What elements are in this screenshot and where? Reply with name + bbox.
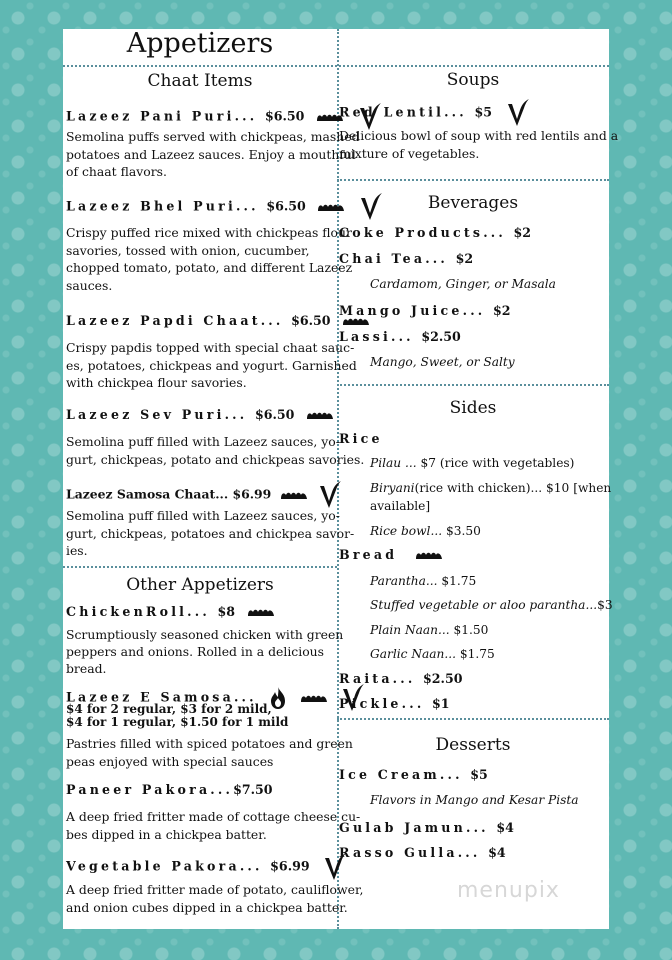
divider [63, 65, 609, 67]
bread-icon [280, 491, 308, 500]
item-description: A deep fried fritter made of potato, cauliflower, and onion cubes dipped in a chickpea batter. [66, 882, 364, 915]
item-description: Crispy puffed rice mixed with chickpeas flour savories, tossed with onion, cucumber, chopped tomato, potato, and different Lazeez sauces. [66, 225, 353, 293]
menu-item-red-lentil [339, 98, 530, 128]
item-name: Lazeez E Samosa... [66, 689, 257, 705]
bread-subheading: Bread [339, 547, 443, 562]
item-name: Coke Products... [339, 225, 506, 240]
item-note: Cardamom, Ginger, or Masala [370, 277, 556, 291]
menu-item-rice-bowl: Rice bowl... $3.50 [370, 524, 481, 538]
menu-item-coke [339, 225, 531, 240]
menu-item-chicken-roll [66, 604, 275, 619]
divider [337, 718, 609, 720]
menu-item-garlic-naan: Garlic Naan... $1.75 [370, 647, 495, 661]
item-description: A deep fried fritter made of cottage cheese cu- bes dipped in a chickpea batter. [66, 809, 361, 842]
desserts-heading: Desserts [435, 735, 511, 755]
item-name: Lazeez Samosa Chaat... [66, 486, 229, 502]
leaf-icon [316, 480, 342, 510]
menu-item-rasso-gulla: Rasso Gulla... $4 [339, 845, 506, 860]
menu-item-stuffed-parantha: Stuffed vegetable or aloo parantha...$3 [370, 598, 613, 612]
menu-item-papdi-chaat [66, 313, 370, 328]
menu-item-parantha: Parantha... $1.75 [370, 574, 477, 588]
item-price: $2 [455, 251, 474, 266]
menu-item-paneer-pakora [66, 782, 273, 797]
item-price: $7.50 [233, 782, 273, 797]
menu-item-gulab-jamun: Gulab Jamun... $4 [339, 820, 514, 835]
item-name: Lazeez Pani Puri... [66, 108, 258, 124]
item-price: $6.50 [264, 108, 305, 124]
menu-item-bhel-puri [66, 192, 383, 222]
item-price: $4 for 2 regular, $3 for 2 mild, $4 for 1 regular, $1.50 for 1 mild [66, 702, 289, 729]
menu-item-raita: Raita... $2.50 [339, 671, 463, 686]
menu-item-ice-cream: Ice Cream... $5 [339, 767, 488, 782]
item-name: Chai Tea... [339, 251, 448, 266]
item-name: ChickenRoll... [66, 604, 210, 619]
watermark: menupix [457, 878, 560, 903]
item-name: Lazeez Sev Puri... [66, 407, 248, 422]
item-price: $2 [492, 303, 511, 318]
item-name: Vegetable Pakora... [66, 858, 263, 874]
leaf-icon [504, 98, 530, 128]
item-price: $6.99 [232, 486, 272, 502]
bread-icon [300, 694, 328, 703]
item-price: $6.99 [270, 858, 310, 874]
menu-item-lassi [339, 329, 461, 344]
menu-item-vegetable-pakora [66, 852, 347, 882]
divider [63, 566, 337, 568]
item-description: Semolina puff filled with Lazeez sauces, yo- gurt, chickpeas, potatoes and chickpea savor- ies. [66, 508, 355, 558]
menu-item-pickle: Pickle... $1 [339, 696, 450, 711]
item-description: Scrumptiously seasoned chicken with green peppers and onions. Rolled in a delicious bread. [66, 627, 344, 676]
item-price: $2 [513, 225, 532, 240]
soups-heading: Soups [446, 70, 500, 90]
sides-heading: Sides [449, 398, 497, 418]
menu-item-sev-puri [66, 407, 334, 422]
item-price: $8 [217, 604, 236, 619]
rice-subheading: Rice [339, 431, 383, 446]
item-name: Red Lentil... [339, 104, 467, 120]
item-name: Paneer Pakora... [66, 782, 234, 797]
bread-icon [415, 551, 443, 560]
bread-icon [342, 317, 370, 326]
item-description: Semolina puffs served with chickpeas, mashed potatoes and Lazeez sauces. Enjoy a mouthful of chaat flavors. [66, 129, 360, 179]
item-name: Mango Juice... [339, 303, 486, 318]
beverages-heading: Beverages [427, 193, 519, 213]
menu-item-biryani: Biryani(rice with chicken)... $10 [when [370, 481, 612, 495]
item-price: $6.50 [254, 407, 295, 422]
menu-item-samosa-chaat [66, 480, 342, 510]
bread-icon [306, 411, 334, 420]
menu-item-mango-juice [339, 303, 511, 318]
divider [337, 179, 609, 181]
item-price: $2.50 [421, 329, 461, 344]
item-price: $6.50 [291, 313, 331, 328]
other-appetizers-heading: Other Appetizers [126, 575, 274, 595]
item-description: Crispy papdis topped with special chaat sauc- es, potatoes, chickpeas and yogurt. Garnished with chickpea flour savories. [66, 340, 357, 390]
chaat-heading: Chaat Items [147, 71, 253, 91]
item-note: Flavors in Mango and Kesar Pista [370, 793, 579, 807]
item-description: Semolina puff filled with Lazeez sauces, yo- gurt, chickpeas, potato and chickpeas savories. [66, 434, 365, 467]
item-description: Delicious bowl of soup with red lentils and a mixture of vegetables. [339, 128, 619, 161]
item-name: Lazeez Bhel Puri... [66, 198, 259, 214]
item-name: Lazeez Papdi Chaat... [66, 313, 284, 328]
item-note: available] [370, 499, 431, 513]
menu-item-plain-naan: Plain Naan... $1.50 [370, 623, 489, 637]
item-price: $5 [474, 104, 492, 120]
item-name: Lassi... [339, 329, 414, 344]
bread-icon [247, 608, 275, 617]
menu-item-pilau: Pilau ... $7 (rice with vegetables) [370, 456, 575, 470]
item-price: $6.50 [266, 198, 306, 214]
page-title: Appetizers [126, 28, 274, 59]
item-description: Pastries filled with spiced potatoes and green peas enjoyed with special sauces [66, 736, 353, 769]
divider [337, 384, 609, 386]
menu-item-chai-tea [339, 251, 473, 266]
item-note: Mango, Sweet, or Salty [370, 355, 515, 369]
